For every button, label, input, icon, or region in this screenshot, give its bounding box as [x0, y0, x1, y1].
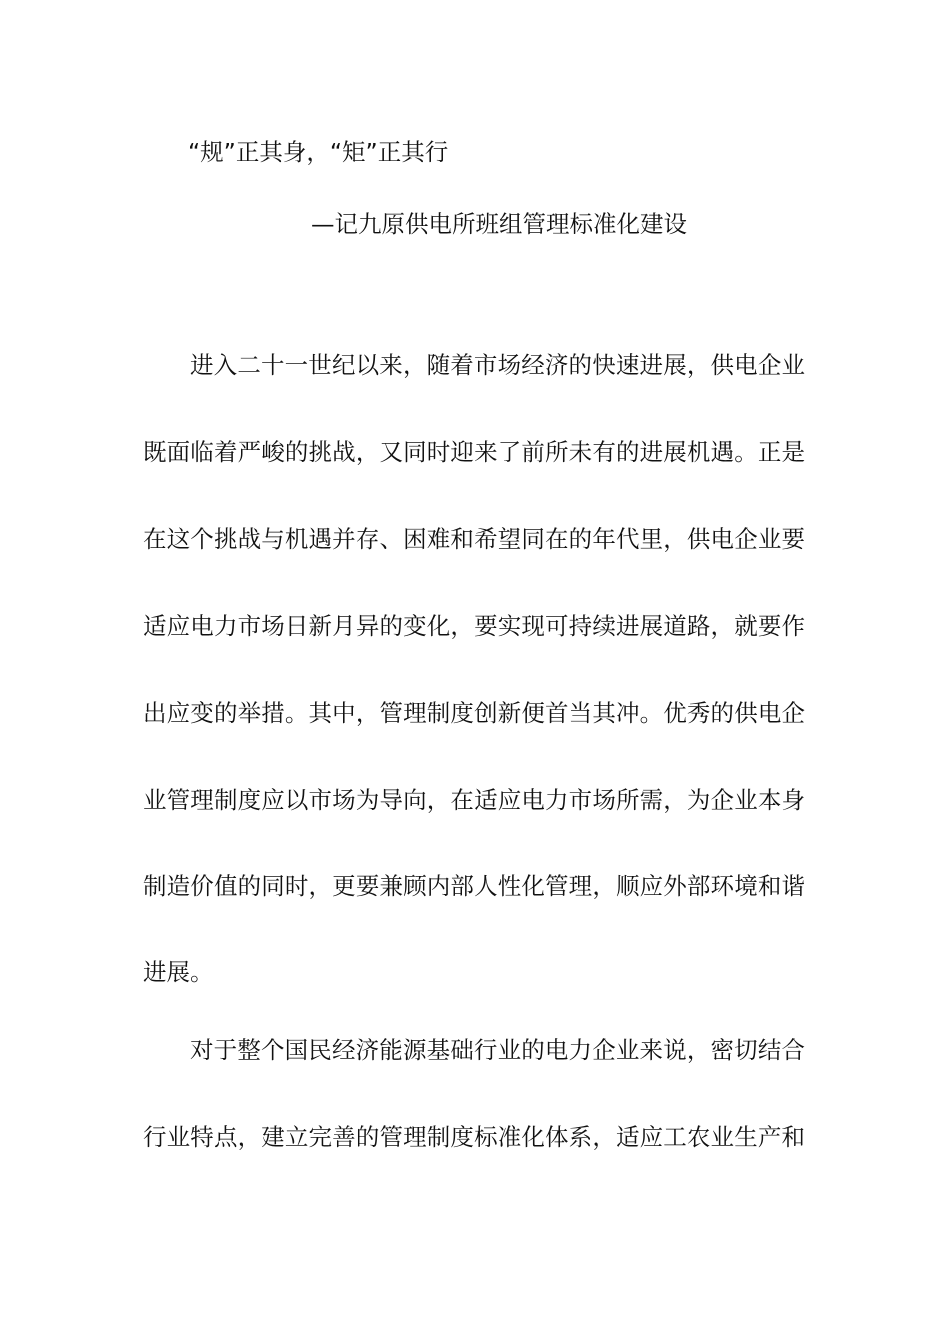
- text-line: 进入二十一世纪以来，随着市场经济的快速进展，供电企业: [190, 351, 805, 379]
- text-line: 进展。: [143, 958, 214, 986]
- document-subtitle: —记九原供电所班组管理标准化建设: [311, 210, 687, 238]
- document-title: “规”正其身，“矩”正其行: [188, 138, 449, 166]
- text-line: 业管理制度应以市场为导向，在适应电力市场所需，为企业本身: [143, 786, 805, 814]
- text-line: 适应电力市场日新月异的变化，要实现可持续进展道路，就要作: [143, 612, 805, 640]
- text-line: 行业特点，建立完善的管理制度标准化体系，适应工农业生产和: [143, 1123, 805, 1151]
- text-line: 出应变的举措。其中，管理制度创新便首当其冲。优秀的供电企: [143, 699, 805, 727]
- text-line: 对于整个国民经济能源基础行业的电力企业来说，密切结合: [190, 1036, 805, 1064]
- text-line: 在这个挑战与机遇并存、困难和希望同在的年代里，供电企业要: [143, 525, 805, 553]
- text-line: 既面临着严峻的挑战，又同时迎来了前所未有的进展机遇。正是: [143, 438, 805, 466]
- text-line: 制造价值的同时，更要兼顾内部人性化管理，顺应外部环境和谐: [143, 872, 805, 900]
